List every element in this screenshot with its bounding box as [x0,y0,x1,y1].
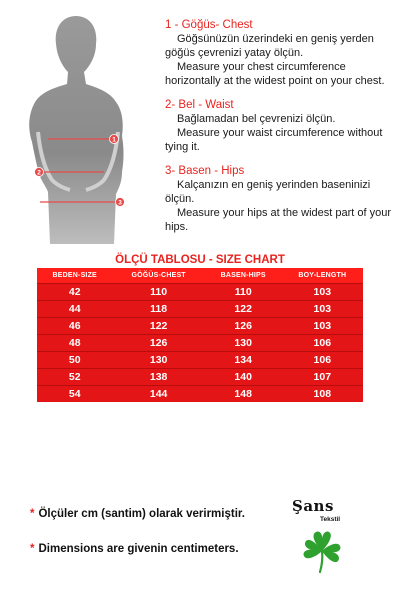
cell-hips: 134 [205,351,282,368]
measurement-instructions [165,18,395,244]
marker-3-label: 3 [118,199,122,207]
step-waist [165,98,395,154]
cell-length: 107 [282,368,363,385]
step-waist-tr: Bağlamadan bel çevrenizi ölçün. [177,113,336,125]
cell-length: 103 [282,283,363,300]
body-silhouette [29,16,123,244]
step-chest-en: Measure your chest circumference horizontally at the widest point on your chest. [165,61,385,87]
header-size: BEDEN-SIZE [37,268,112,283]
cell-size: 54 [37,385,112,402]
cell-size: 42 [37,283,112,300]
cell-size: 44 [37,300,112,317]
brand-logo-subtitle: Tekstil [320,516,341,523]
cell-chest: 138 [112,368,204,385]
cell-size: 52 [37,368,112,385]
marker-1-label: 1 [112,136,116,144]
cell-size: 50 [37,351,112,368]
cell-hips: 148 [205,385,282,402]
note-turkish [30,508,245,520]
cell-length: 106 [282,334,363,351]
header-chest: GÖĞÜS-CHEST [112,268,204,283]
cell-chest: 118 [112,300,204,317]
step-hips-en: Measure your hips at the widest part of your hips. [165,207,391,233]
table-row [37,385,363,402]
table-row [37,283,363,300]
size-chart-title: ÖLÇÜ TABLOSU - SIZE CHART [115,254,285,266]
clover-icon [298,527,346,575]
marker-2-label: 2 [37,169,41,177]
table-row [37,317,363,334]
note-star: * [30,543,35,555]
cell-length: 106 [282,351,363,368]
cell-hips: 126 [205,317,282,334]
note-turkish-text: Ölçüler cm (santim) olarak verirmiştir. [38,508,245,520]
cell-chest: 126 [112,334,204,351]
table-row [37,300,363,317]
note-star: * [30,508,35,520]
step-chest-tr: Göğsünüzün üzerindeki en geniş yerden göğüs çevrenizi yatay ölçün. [165,33,374,59]
size-chart-table [37,268,363,402]
cell-length: 103 [282,317,363,334]
step-hips [165,164,395,234]
step-hips-title: 3- Basen - Hips [165,165,245,177]
cell-chest: 110 [112,283,204,300]
table-row [37,368,363,385]
cell-chest: 144 [112,385,204,402]
body-measurement-figure [18,12,138,244]
step-waist-en: Measure your waist circumference without tying it. [165,127,383,153]
step-chest [165,18,395,88]
step-waist-title: 2- Bel - Waist [165,99,234,111]
cell-chest: 122 [112,317,204,334]
header-length: BOY-LENGTH [282,268,363,283]
header-hips: BASEN-HIPS [205,268,282,283]
note-english [30,543,239,555]
cell-length: 108 [282,385,363,402]
cell-chest: 130 [112,351,204,368]
cell-length: 103 [282,300,363,317]
table-row [37,334,363,351]
step-chest-title: 1 - Göğüs- Chest [165,19,253,31]
cell-hips: 110 [205,283,282,300]
size-chart-header-row [37,268,363,283]
note-english-text: Dimensions are givenin centimeters. [38,543,239,555]
cell-size: 48 [37,334,112,351]
step-hips-tr: Kalçanızın en geniş yerinden baseninizi ölçün. [165,179,371,205]
table-row [37,351,363,368]
cell-hips: 140 [205,368,282,385]
cell-size: 46 [37,317,112,334]
brand-logo [292,497,354,577]
cell-hips: 130 [205,334,282,351]
cell-hips: 122 [205,300,282,317]
brand-logo-word: Şans [292,497,334,515]
